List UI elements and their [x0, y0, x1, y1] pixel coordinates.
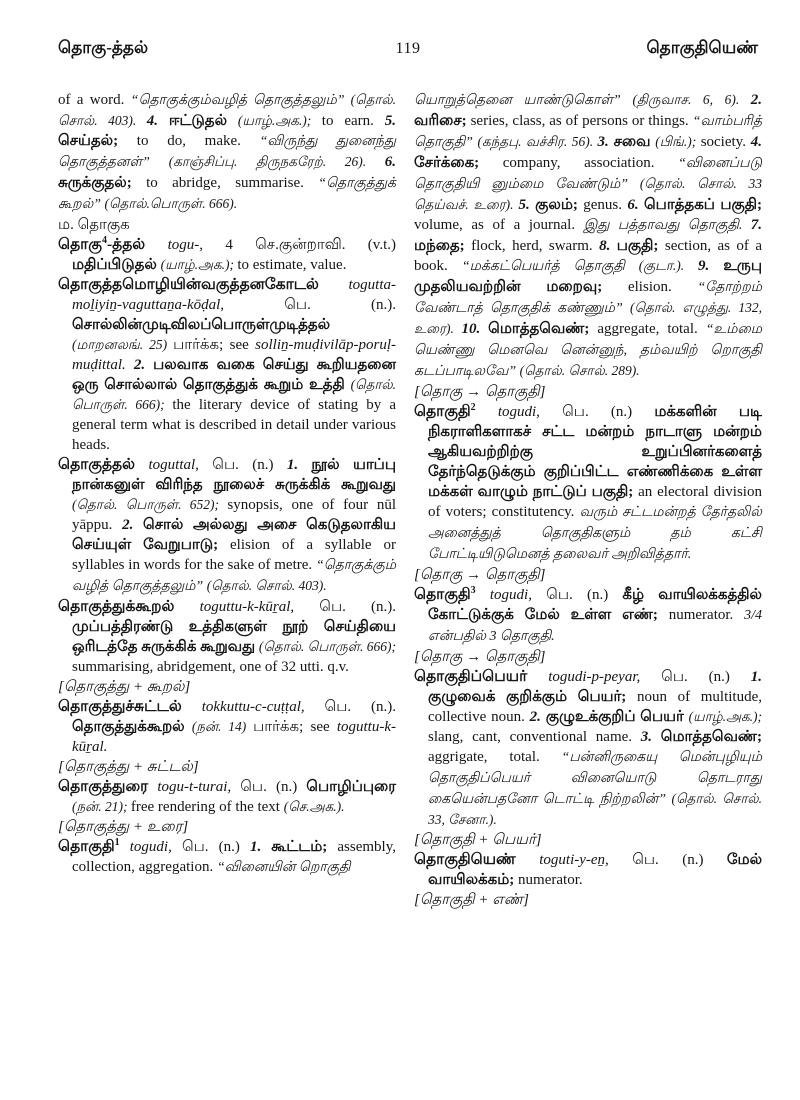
- text-run: (தொல். சொல். 33, சேனா.).: [428, 791, 762, 827]
- text-run: பொத்தகப் பகுதி;: [643, 197, 763, 213]
- dictionary-entry: [58, 837, 396, 878]
- etymology-line: [58, 757, 396, 777]
- entry-continuation: [58, 90, 396, 215]
- text-run: குலம்;: [535, 197, 584, 213]
- text-run: section, as of a book.: [414, 238, 763, 274]
- dictionary-entry: [58, 235, 396, 275]
- text-run: (குடா.).: [638, 258, 698, 273]
- text-run: பெ. (n.).: [324, 699, 396, 715]
- text-run: 2.: [750, 92, 762, 108]
- text-run: togudi,: [475, 404, 563, 420]
- text-run: 9.: [697, 258, 724, 274]
- text-run: 10.: [461, 321, 489, 337]
- text-run: மக்களின் படி நிகராளிகளாகச் சட்ட மன்றம் நாடாளு மன்றம் ஆகியவற்றிற்கு உறுப்பினர்களைத் தேர்ந்தெடுக்கும் குறிப்பிட்ட எண்ணிக்கை உள்ள மக்கள் வாழும் நாட்டுப் பகுதி;: [428, 404, 763, 500]
- text-run: [தொகு → தொகுதி]: [414, 649, 546, 665]
- text-run: 1.: [750, 669, 762, 685]
- headword-homograph-number: 4: [101, 235, 107, 246]
- text-run: aggregate, total.: [597, 321, 706, 337]
- page-header: [58, 38, 758, 60]
- text-run: பார்க்க; see: [253, 719, 337, 735]
- text-run: 4.: [750, 134, 763, 150]
- text-run: மேல் வாயிலக்கம்;: [428, 852, 763, 888]
- text-run: சொல் அல்லது அசை கெடுதலாகிய செய்யுள் வேறுபாடு;: [72, 517, 396, 553]
- text-run: togudi,: [119, 839, 182, 855]
- text-run: ஈட்டுதல்: [168, 113, 238, 129]
- text-run: slang, cant, conventional name.: [428, 729, 641, 745]
- text-run: பெ. (n.): [562, 404, 655, 420]
- text-run: -த்தல்: [106, 236, 168, 253]
- text-run: செய்தல்;: [58, 133, 137, 149]
- text-run: பெ. (n.): [546, 587, 623, 603]
- text-run: 3/4 என்பதில் 3 தொகுதி.: [428, 608, 762, 644]
- text-run: மொத்தவெண்;: [488, 321, 598, 337]
- dictionary-entry: [58, 597, 396, 677]
- text-run: தொகுத்துக்கூறல்: [72, 719, 192, 735]
- text-run: மதிப்பிடுதல்: [72, 257, 161, 273]
- text-run: (யாழ்.அக.);: [237, 113, 322, 128]
- text-run: முப்பத்திரண்டு உத்திகளுள் நூற் செய்தியை ஒரிடத்தே சுருக்கிக் கூறுவது: [72, 619, 396, 655]
- text-run: தொகுத்தமொழியின்வகுத்தனகோடல்: [58, 276, 349, 293]
- text-run: 6.: [384, 154, 396, 170]
- text-run: சவை: [613, 134, 656, 150]
- etymology-line: [414, 890, 762, 910]
- text-run: பெ. (n.).: [284, 297, 396, 313]
- text-run: இது பத்தாவது தொகுதி.: [583, 218, 751, 233]
- text-run: togutta-moḻiyiṉ-vaguttaṉa-kōḍal,: [72, 277, 396, 313]
- text-run: “தொகுக்கும்வழித் தொகுத்தலும்”: [130, 93, 351, 108]
- text-run: toguttal,: [148, 457, 213, 473]
- text-run: வரும் சட்டமன்றத் தேர்தலில் அனைத்துத் தொகுதிகளும் தம் கட்சி போட்டியிடுமெனத் தலைவர் அறிவித்தார்.: [428, 505, 762, 562]
- text-run: 2.: [122, 517, 144, 533]
- text-run: பெ. (n.): [181, 839, 250, 855]
- text-run: (தொல். சொல். 403).: [58, 92, 396, 128]
- text-run: summarising, abridgement, one of 32 utti. q.v.: [72, 659, 349, 675]
- text-run: வரிசை;: [414, 113, 471, 129]
- text-run: elision of a syllable or syllables in words for the sake of metre.: [72, 537, 396, 573]
- dictionary-entry: [58, 777, 396, 817]
- text-run: togu-,: [167, 237, 226, 253]
- text-run: (தொல். சொல். 403).: [206, 578, 327, 593]
- text-run: (தொல். எழுத்து. 132, உரை).: [414, 300, 763, 336]
- text-run: தொகுதி: [58, 838, 115, 855]
- text-run: குழுவைக் குறிக்கும் பெயர்;: [428, 689, 637, 705]
- text-run: numerator.: [668, 607, 745, 623]
- dictionary-entry: [414, 402, 762, 565]
- text-run: tokkuttu-c-cuṭṭal,: [201, 699, 325, 715]
- text-run: to abridge, summarise.: [146, 175, 319, 191]
- text-run: தொகுதி: [414, 586, 471, 603]
- text-run: (திருவாச. 6, 6).: [632, 92, 751, 107]
- text-run: to estimate, value.: [237, 257, 347, 273]
- text-run: to do, make.: [136, 133, 260, 149]
- text-run: “வினையின் றொகுதி: [216, 860, 351, 875]
- text-run: பெ. (n.): [661, 669, 751, 685]
- text-run: “வினைப்படு தொகுதியி னும்மை வேண்டும்”: [414, 156, 762, 192]
- text-run: the literary device of stating by a general term what is described in detail under various heads.: [72, 397, 396, 453]
- text-run: (நன். 14): [191, 719, 254, 734]
- text-run: toguti-y-eṉ,: [539, 852, 633, 868]
- text-run: (நன். 21);: [72, 799, 131, 814]
- text-run: (தொல். பொருள். 652);: [72, 497, 228, 512]
- text-run: (காஞ்சிப்பு. திருநகரேற். 26).: [168, 154, 385, 169]
- text-run: நூல் யாப்பு நான்கனுள் விரிந்த நூலைச் சுருக்கிக் கூறுவது: [72, 457, 396, 493]
- etymology-line: [414, 382, 762, 402]
- text-run: genus.: [583, 197, 628, 213]
- text-run: “பன்னிருகையு மென்புழியும் தொகுதிப்பெயர் வினையொடு தொடராது கையென்பதனோ டொட்டி நிற்றலின்”: [428, 750, 763, 807]
- text-run: (தொல். சொல். 289).: [519, 363, 640, 378]
- text-run: assembly, collection, aggregation.: [72, 839, 396, 875]
- text-run: 3.: [640, 729, 661, 745]
- text-run: “தொகுத்துக் கூறல்”: [58, 176, 396, 212]
- text-run: “விருந்து துனைந்து தொகுத்தனள்”: [58, 134, 396, 170]
- text-run: தொகு: [58, 236, 102, 253]
- text-run: 2.: [133, 357, 154, 373]
- text-run: free rendering of the text: [130, 799, 284, 815]
- text-run: (தொல். பொருள். 666);: [72, 377, 396, 412]
- text-run: to earn.: [321, 113, 385, 129]
- text-run: company, association.: [502, 155, 679, 171]
- text-run: ம. தொகுக: [58, 217, 130, 233]
- text-run: noun of multitude, collective noun.: [428, 689, 762, 725]
- headword-homograph-number: 3: [470, 585, 476, 596]
- text-run: “உம்மை யெண்ணு மெனவெ னென்னுந், தம்வயிற் றொகுதி கடப்பாடிலவே”: [414, 322, 762, 379]
- text-run: தொகுத்துச்சுட்டல்: [58, 698, 202, 715]
- headword-homograph-number: 1: [114, 837, 120, 848]
- text-run: பெ. (n.): [632, 852, 727, 868]
- dictionary-entry: [414, 667, 762, 830]
- text-run: தொகுதி: [414, 403, 471, 420]
- text-run: [தொகுத்து + உரை]: [58, 819, 189, 835]
- text-run: society.: [700, 134, 751, 150]
- text-run: குழுஉக்குறிப் பெயர்: [545, 709, 689, 725]
- dictionary-entry: [58, 697, 396, 757]
- text-run: பார்க்க; see: [173, 337, 256, 353]
- text-run: 1.: [249, 839, 272, 855]
- text-run: பெ. (n.): [240, 779, 307, 795]
- page-number: 119: [395, 40, 421, 57]
- text-run: [தொகுத்து + சுட்டல்]: [58, 759, 199, 775]
- text-run: (தொல். பொருள். 666);: [258, 639, 396, 654]
- text-run: 5.: [518, 197, 536, 213]
- right-column: [414, 90, 762, 910]
- text-run: பகுதி;: [616, 238, 665, 254]
- text-run: 4.: [146, 113, 169, 129]
- text-run: பெ. (n.).: [319, 599, 396, 615]
- etymology-line: [414, 647, 762, 667]
- dictionary-entry: [58, 455, 396, 597]
- etymology-line: [414, 830, 762, 850]
- text-run: aggrigate, total.: [428, 749, 562, 765]
- entry-continuation: [414, 90, 762, 382]
- text-run: toguttu-k-kūṟal,: [199, 599, 320, 615]
- text-run: “வாம்பரித் தொகுதி”: [414, 114, 762, 150]
- two-column-body: [58, 90, 762, 910]
- text-run: [தொகுத்து + கூறல்]: [58, 679, 191, 695]
- text-run: யொறுத்தெனை யாண்டுகொள்”: [414, 93, 633, 108]
- text-run: (யாழ்.அக.);: [160, 257, 238, 272]
- text-run: தொகுத்துக்கூறல்: [58, 598, 200, 615]
- text-run: of a word.: [58, 92, 131, 108]
- etymology-line: [58, 817, 396, 837]
- text-run: flock, herd, swarm.: [471, 238, 600, 254]
- text-run: an electoral division of voters; constitutency.: [428, 484, 762, 520]
- text-run: (பிங்.);: [655, 134, 701, 149]
- text-run: 7.: [750, 217, 762, 233]
- language-note: [58, 215, 396, 235]
- text-run: 5.: [384, 113, 397, 129]
- text-run: “மக்கட்பெயர்த் தொகுதி: [461, 259, 639, 274]
- text-run: series, class, as of persons or things.: [470, 113, 693, 129]
- text-run: 1.: [286, 457, 312, 473]
- text-run: 3.: [597, 134, 614, 150]
- text-run: togu-t-turai,: [157, 779, 241, 795]
- text-run: 8.: [599, 238, 617, 254]
- headword-homograph-number: 2: [470, 402, 476, 413]
- dictionary-entry: [414, 850, 762, 890]
- text-run: சுருக்குதல்;: [58, 175, 147, 191]
- text-run: (யாழ்.அக.);: [688, 709, 762, 724]
- text-run: தொகுதிப்பெயர்: [414, 668, 549, 685]
- text-run: பொழிப்புரை: [306, 779, 397, 795]
- text-run: [தொகு → தொகுதி]: [414, 567, 546, 583]
- text-run: மந்தை;: [414, 238, 472, 254]
- text-run: toguttu-k-kūṟal.: [72, 719, 396, 755]
- text-run: numerator.: [518, 872, 583, 888]
- text-run: கூட்டம்;: [271, 839, 338, 855]
- text-run: elision.: [627, 279, 698, 295]
- text-run: சொல்லின்முடிவிலப்பொருள்முடித்தல்: [72, 317, 331, 333]
- text-run: (தொல். சொல். 33 தெய்வச். உரை).: [414, 176, 762, 212]
- text-run: மொத்தவெண்;: [660, 729, 763, 745]
- text-run: கீழ் வாயிலக்கத்தில் கோட்டுக்குக் மேல் உள்ள எண்;: [428, 587, 762, 623]
- left-column: [58, 90, 396, 910]
- header-guideword-right: தொகுதியெண்: [646, 38, 758, 57]
- text-run: (கந்தபு. வச்சிர. 56).: [477, 134, 598, 149]
- text-run: [தொகுதி + பெயர்]: [414, 832, 542, 848]
- text-run: togudi,: [475, 587, 547, 603]
- text-run: (மாறனலங். 25): [72, 337, 174, 352]
- header-guideword-left: தொகு-த்தல்: [58, 38, 149, 57]
- dictionary-entry: [414, 585, 762, 647]
- text-run: தொகுத்துரை: [58, 778, 158, 795]
- text-run: 6.: [627, 197, 644, 213]
- text-run: [தொகு → தொகுதி]: [414, 384, 546, 400]
- text-run: (செ.அக.).: [283, 799, 345, 814]
- text-run: 2.: [529, 709, 546, 725]
- etymology-line: [414, 565, 762, 585]
- dictionary-entry: [58, 275, 396, 455]
- text-run: volume, as of a journal.: [414, 217, 584, 233]
- text-run: solliṉ-muḍivilāp-poruḷ-muḍittal.: [72, 337, 396, 373]
- text-run: தொகுத்தல்: [58, 456, 149, 473]
- text-run: (தொல்.பொருள். 666).: [104, 196, 238, 211]
- text-run: பலவாக வகை செய்து கூறியதனை ஒரு சொல்லால் தொகுத்துக் கூறும் உத்தி: [72, 357, 397, 393]
- text-run: சேர்க்கை;: [414, 155, 503, 171]
- text-run: பெ. (n.): [212, 457, 287, 473]
- text-run: “தொகுக்கும் வழித் தொகுத்தலும்”: [72, 558, 396, 594]
- text-run: தொகுதியெண்: [414, 851, 540, 868]
- text-run: [தொகுதி + எண்]: [414, 892, 529, 908]
- text-run: togudi-p-peyar,: [548, 669, 662, 685]
- text-run: synopsis, one of four nūl yāppu.: [72, 497, 396, 533]
- etymology-line: [58, 677, 396, 697]
- text-run: உருபு முதலியவற்றின் மறைவு;: [414, 258, 762, 295]
- text-run: 4 செ.குன்றாவி. (v.t.): [225, 237, 396, 253]
- text-run: “தோற்றம் வேண்டாத் தொகுதிக் கண்ணும்”: [414, 280, 762, 316]
